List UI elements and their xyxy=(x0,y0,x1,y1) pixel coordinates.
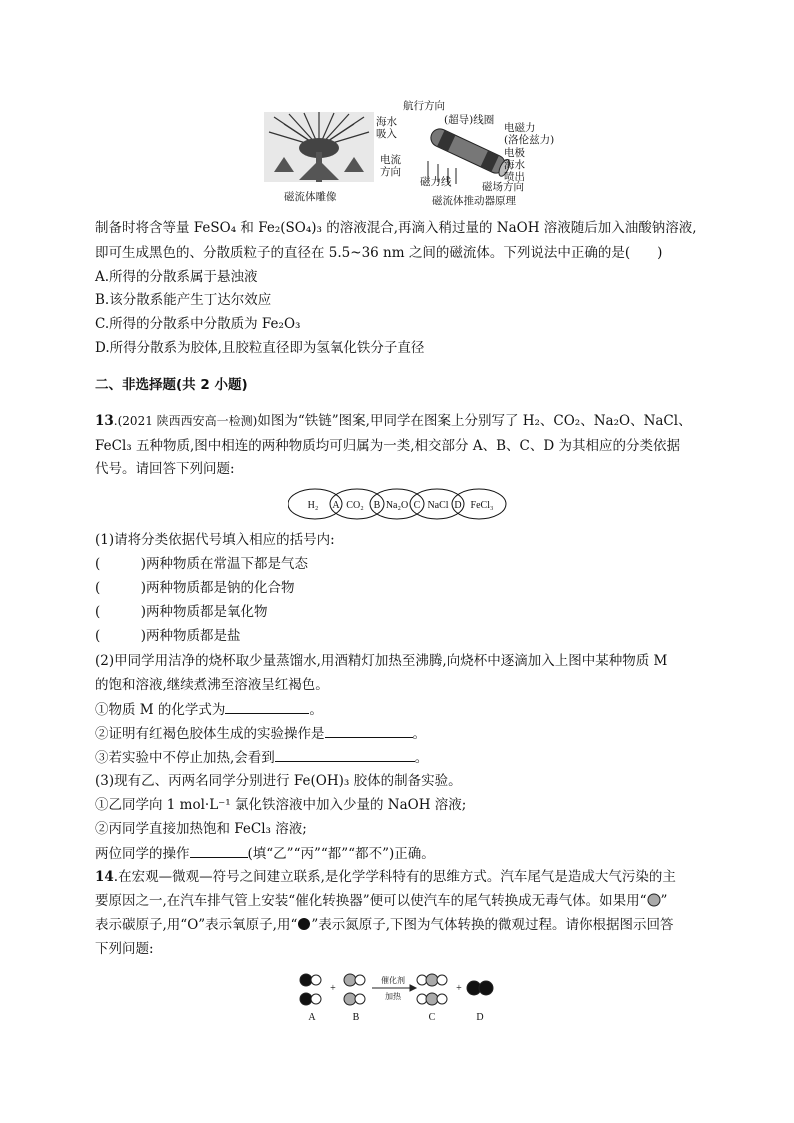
q13-p2-q1-end: 。 xyxy=(309,702,323,718)
q13-p1-item[interactable]: ( )两种物质在常温下都是气态 xyxy=(95,556,309,572)
label-heading-dir: 航行方向 xyxy=(403,100,445,112)
label-current-dir: 电流 方向 xyxy=(380,154,401,178)
molecule-a xyxy=(300,974,321,1005)
q13-p1-item[interactable]: ( )两种物质都是钠的化合物 xyxy=(95,580,295,596)
right-caption: 磁流体推动器原理 xyxy=(432,195,516,207)
q13-p3-c2: (填“乙”“丙”“都”“都不”)正确。 xyxy=(247,846,435,862)
q12-option-d: D.所得分散系为胶体,且胶粒直径即为氢氧化铁分子直径 xyxy=(95,340,425,356)
label-field-dir: 磁场方向 xyxy=(482,181,524,193)
q14-line1-text: .在宏观—微观—符号之间建立联系,是化学学科特有的思维方式。汽车尾气是造成大气污染的主 xyxy=(113,869,676,885)
q13-p3-title: (3)现有乙、丙两名同学分别进行 Fe(OH)₃ 胶体的制备实验。 xyxy=(95,773,462,789)
q13-p1-title: (1)请将分类依据代号填入相应的括号内: xyxy=(95,532,335,548)
molecule-b xyxy=(344,974,365,1005)
label-seawater-in: 海水 吸入 xyxy=(376,116,397,140)
answer-blank-who[interactable] xyxy=(190,843,248,858)
carbon-atom-icon xyxy=(647,893,661,907)
q14-line2-end: ” xyxy=(660,893,668,909)
q13-p3-c1: 两位同学的操作 xyxy=(95,846,190,862)
ferrofluid-sculpture-image xyxy=(264,112,374,182)
q13-number: 13 xyxy=(95,413,114,429)
heat-label: 加热 xyxy=(385,992,401,1001)
figure-top xyxy=(258,96,555,208)
chain-code: D xyxy=(454,500,462,511)
q13-source: .(2021 陕西西安高一检测) xyxy=(113,414,258,428)
q13-p2-q2-end: 。 xyxy=(412,726,426,742)
nitrogen-atom-icon xyxy=(297,917,311,931)
q13-line1-text: 如图为“铁链”图案,甲同学在图案上分别写了 H₂、CO₂、Na₂O、NaCl、 xyxy=(257,413,692,429)
q13-p2-line2: 的饱和溶液,继续煮沸至溶液呈红褐色。 xyxy=(95,677,329,693)
q13-p2-q3 xyxy=(95,747,428,768)
q14-number: 14 xyxy=(95,869,114,885)
molecule-d xyxy=(467,981,493,995)
label-em-force: 电磁力 (洛伦兹力) xyxy=(504,122,555,146)
q13-p1-item[interactable]: ( )两种物质都是氧化物 xyxy=(95,604,268,620)
q13-p3-b: ②丙同学直接加热饱和 FeCl₃ 溶液; xyxy=(95,821,307,837)
plus-sign: + xyxy=(330,983,336,994)
q13-p3-a: ①乙同学向 1 mol·L⁻¹ 氯化铁溶液中加入少量的 NaOH 溶液; xyxy=(95,797,467,813)
answer-blank-m[interactable] xyxy=(225,699,309,714)
q13-line2: FeCl₃ 五种物质,图中相连的两种物质均可归属为一类,相交部分 A、B、C、D 为其相应的分类依据 xyxy=(95,438,680,454)
chain-code: C xyxy=(413,500,421,511)
reaction-label: B xyxy=(352,1012,360,1023)
q14-line2-text: 要原因之一,在汽车排气管上安装“催化转换器”便可以使汽车的尾气转换成无毒气体。如果用“ xyxy=(95,893,647,909)
q12-option-a: A.所得的分散系属于悬浊液 xyxy=(95,269,258,285)
q14-line3b: ”表示氮原子,下图为气体转换的微观过程。请你根据图示回答 xyxy=(311,917,674,933)
plus-sign: + xyxy=(456,983,462,994)
q13-p2-q1 xyxy=(95,699,323,720)
q14-line3 xyxy=(95,915,674,935)
answer-blank-operation[interactable] xyxy=(325,723,413,738)
label-field-line: 磁力线 xyxy=(420,176,452,188)
chain-substance: Na₂O xyxy=(385,500,409,511)
catalyst-label: 催化剂 xyxy=(381,976,405,985)
label-seawater-out: 海水 喷出 xyxy=(504,159,525,183)
molecule-c xyxy=(417,974,447,1005)
chain-substance: FeCl₃ xyxy=(470,500,494,511)
q12-option-b: B.该分散系能产生丁达尔效应 xyxy=(95,292,272,308)
q14-line2 xyxy=(95,891,667,911)
q13-p2-q3-text: ③若实验中不停止加热,会看到 xyxy=(95,750,275,766)
reaction-diagram xyxy=(292,966,502,1024)
chain-code: A xyxy=(332,500,340,511)
label-electrode: 电极 xyxy=(504,147,525,159)
reaction-label: A xyxy=(308,1012,316,1023)
chain-substance: CO₂ xyxy=(346,500,364,511)
q13-p2-q2 xyxy=(95,723,426,744)
q12-line1: 制备时将含等量 FeSO₄ 和 Fe₂(SO₄)₃ 的溶液混合,再滴入稍过量的 NaOH 溶液随后加入油酸钠溶液, xyxy=(95,220,697,236)
q14-line4: 下列问题: xyxy=(95,941,154,957)
q13-p2-line1: (2)甲同学用洁净的烧杯取少量蒸馏水,用酒精灯加热至沸腾,向烧杯中逐滴加入上图中某种物质 M xyxy=(95,653,668,669)
chain-code: B xyxy=(373,500,381,511)
q13-line3: 代号。请回答下列问题: xyxy=(95,461,235,477)
q14-line3a: 表示碳原子,用“O”表示氧原子,用“ xyxy=(95,917,298,933)
q13-p3-c xyxy=(95,843,435,864)
q12-line2: 即可生成黑色的、分散质粒子的直径在 5.5~36 nm 之间的磁流体。下列说法中正确的是( ) xyxy=(95,245,663,261)
iron-chain-diagram xyxy=(288,487,508,521)
chain-substance: NaCl xyxy=(427,500,449,511)
chain-substance: H₂ xyxy=(307,500,319,511)
q13-p2-q1-text: ①物质 M 的化学式为 xyxy=(95,702,226,718)
reaction-label: D xyxy=(476,1012,484,1023)
q14-line1 xyxy=(95,867,676,887)
q12-option-c: C.所得的分散系中分散质为 Fe₂O₃ xyxy=(95,316,301,332)
reaction-label: C xyxy=(428,1012,436,1023)
q13-p2-q2-text: ②证明有红褐色胶体生成的实验操作是 xyxy=(95,726,325,742)
q13-line1 xyxy=(95,411,692,431)
q13-p1-item[interactable]: ( )两种物质都是盐 xyxy=(95,628,241,644)
section-title: 二、非选择题(共 2 小题) xyxy=(95,377,248,393)
label-coil: (超导)线圈 xyxy=(444,114,495,126)
answer-blank-observation[interactable] xyxy=(275,747,415,762)
q13-p2-q3-end: 。 xyxy=(414,750,429,766)
left-caption: 磁流体雕像 xyxy=(284,191,337,203)
